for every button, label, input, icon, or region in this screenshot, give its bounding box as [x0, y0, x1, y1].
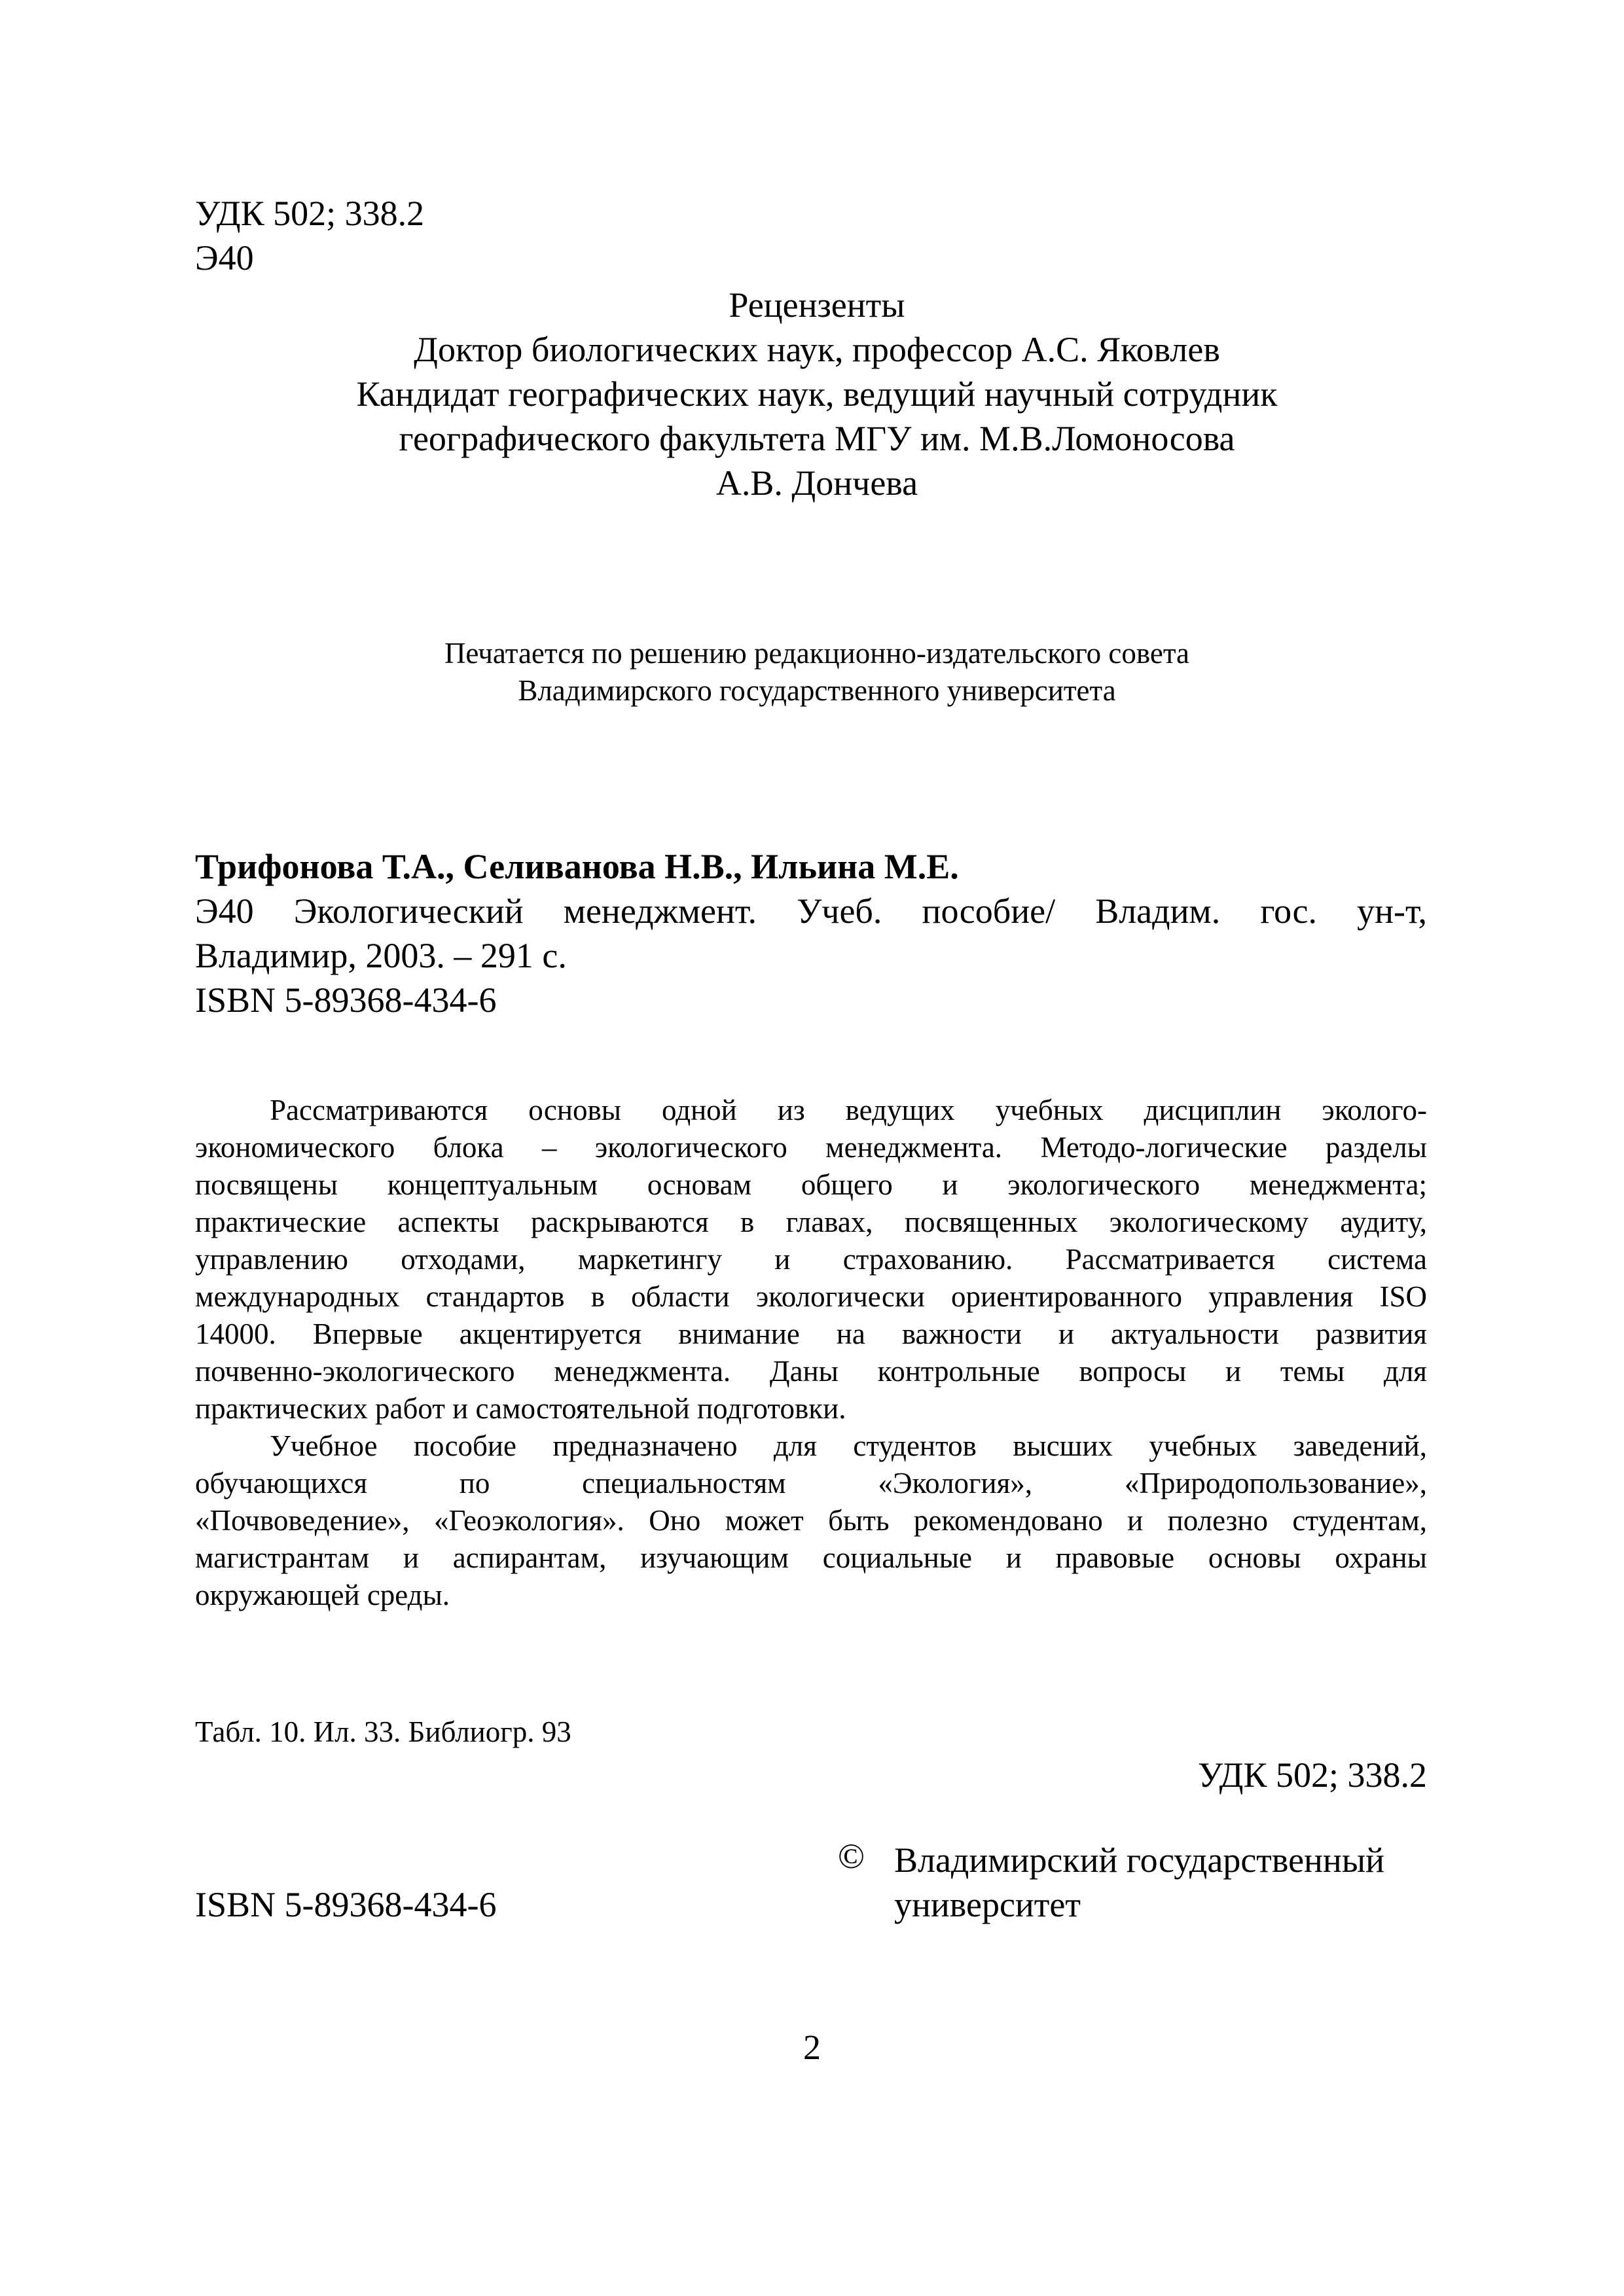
reviewers-block — [195, 283, 1439, 505]
abstract-line: 14000. Впервые акцентируется внимание на важности и актуальности развития — [195, 1318, 1427, 1350]
abstract-block — [195, 1092, 1427, 1614]
author-mark: Э40 — [195, 238, 254, 278]
approval-line: Владимирского государственного университета — [518, 674, 1116, 707]
page-number: 2 — [803, 2028, 821, 2067]
reviewers-title: Рецензенты — [729, 285, 905, 325]
abstract-line: Учебное пособие предназначено для студентов высших учебных заведений, — [270, 1429, 1427, 1462]
stats-line: Табл. 10. Ил. 33. Библиогр. 93 — [195, 1715, 571, 1748]
abstract-line: международных стандартов в области экологически ориентированного управления ISO — [195, 1280, 1427, 1313]
udk-bottom: УДК 502; 338.2 — [1197, 1755, 1427, 1795]
copyright-block — [894, 1838, 1384, 1927]
reviewer-line: Доктор биологических наук, профессор А.С. Яковлев — [414, 330, 1220, 369]
abstract-line: обучающихся по специальностям «Экология», «Природопользование», — [195, 1467, 1427, 1499]
abstract-line: управлению отходами, маркетингу и страхованию. Рассматривается система — [195, 1243, 1427, 1276]
abstract-line: практических работ и самостоятельной подготовки. — [195, 1392, 846, 1425]
abstract-line: Рассматриваются основы одной из ведущих учебных дисциплин эколого- — [270, 1094, 1427, 1126]
abstract-line: почвенно-экологического менеджмента. Даны контрольные вопросы и темы для — [195, 1355, 1427, 1388]
citation-block — [195, 844, 1427, 1022]
udk-code: УДК 502; 338.2 — [195, 194, 425, 233]
citation-publication: Владимир, 2003. – 291 с. — [195, 936, 567, 975]
copyright-symbol: © — [838, 1837, 865, 1876]
approval-line: Печатается по решению редакционно-издательского совета — [444, 637, 1190, 670]
reviewer-line: А.В. Дончева — [715, 463, 918, 503]
abstract-line: «Почвоведение», «Геоэкология». Оно может быть рекомендовано и полезно студентам, — [195, 1504, 1427, 1537]
reviewer-line: географического факультета МГУ им. М.В.Ломоносова — [399, 419, 1235, 458]
copyright-holder-line: Владимирский государственный — [894, 1840, 1385, 1880]
citation-isbn: ISBN 5-89368-434-6 — [195, 980, 497, 1020]
copyright-holder-line: университет — [894, 1885, 1081, 1924]
abstract-line: посвящены концептуальным основам общего и экологического менеджмента; — [195, 1168, 1427, 1201]
authors: Трифонова Т.А., Селиванова Н.В., Ильина М.Е. — [195, 847, 959, 886]
citation-title: Э40 Экологический менеджмент. Учеб. пособие/ Владим. гос. ун-т, — [195, 891, 1427, 931]
isbn-bottom: ISBN 5-89368-434-6 — [195, 1885, 497, 1924]
abstract-line: экономического блока – экологического менеджмента. Методо-логические разделы — [195, 1131, 1427, 1164]
reviewer-line: Кандидат географических наук, ведущий научный сотрудник — [356, 374, 1278, 414]
abstract-line: магистрантам и аспирантам, изучающим социальные и правовые основы охраны — [195, 1541, 1427, 1574]
approval-block — [195, 635, 1439, 709]
abstract-line: окружающей среды. — [195, 1579, 450, 1611]
udk-top — [195, 191, 424, 280]
abstract-line: практические аспекты раскрываются в главах, посвященных экологическому аудиту, — [195, 1206, 1427, 1238]
